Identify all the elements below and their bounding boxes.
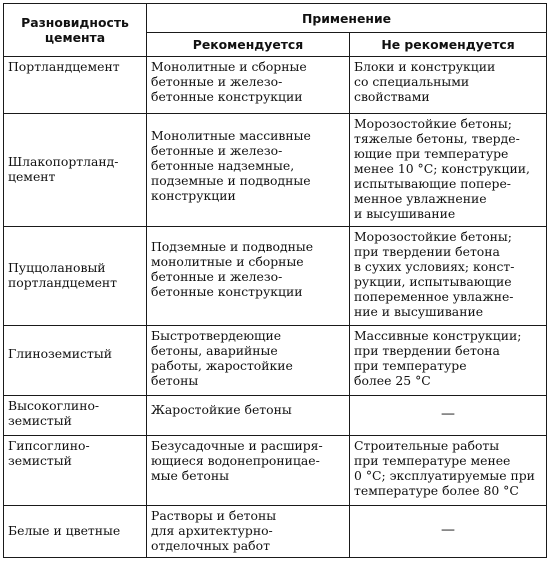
table-row [4,436,547,506]
cement-type-cell: Высокоглино- земистый [4,396,147,436]
cement-type-cell: Пуццолановый портландцемент [4,227,147,326]
cement-application-table [3,3,547,558]
recommended-cell: Подземные и подводные монолитные и сборные бетонные и железо- бетонные конструкции [147,227,350,326]
recommended-cell: Безусадочные и расширя- ющиеся водонепроницае- мые бетоны [147,436,350,506]
table-row [4,227,547,326]
header-cement-type: Разновидность цемента [4,4,147,57]
not-recommended-cell: Морозостойкие бетоны; тяжелые бетоны, тверде- ющие при температуре менее 10 °С; конструкции, испытывающие попере- менное увлажнение и высушивание [350,114,547,227]
cement-type-cell: Глиноземистый [4,326,147,396]
not-recommended-cell: Массивные конструкции; при твердении бетона при температуре более 25 °С [350,326,547,396]
not-recommended-cell: Строительные работы при температуре менее 0 °С; эксплуатируемые при температуре более 80 °С [350,436,547,506]
recommended-cell: Монолитные и сборные бетонные и железо- бетонные конструкции [147,57,350,114]
recommended-cell: Быстротвердеющие бетоны, аварийные работы, жаростойкие бетоны [147,326,350,396]
cement-type-cell: Гипсоглино- земистый [4,436,147,506]
table-row [4,326,547,396]
header-not-recommended: Не рекомендуется [350,33,547,57]
not-recommended-cell: — [350,396,547,436]
not-recommended-cell: — [350,506,547,558]
cement-type-cell: Портландцемент [4,57,147,114]
header-application: Применение [147,4,547,33]
cement-type-cell: Шлакопортланд- цемент [4,114,147,227]
recommended-cell: Растворы и бетоны для архитектурно- отделочных работ [147,506,350,558]
recommended-cell: Жаростойкие бетоны [147,396,350,436]
not-recommended-cell: Блоки и конструкции со специальными свойствами [350,57,547,114]
header-recommended: Рекомендуется [147,33,350,57]
table-row [4,396,547,436]
not-recommended-cell: Морозостойкие бетоны; при твердении бетона в сухих условиях; конст- рукции, испытывающие попеременное увлажне- ние и высушивание [350,227,547,326]
table-row [4,114,547,227]
table-row [4,57,547,114]
table-row [4,506,547,558]
cement-type-cell: Белые и цветные [4,506,147,558]
recommended-cell: Монолитные массивные бетонные и железо- бетонные надземные, подземные и подводные конструкции [147,114,350,227]
